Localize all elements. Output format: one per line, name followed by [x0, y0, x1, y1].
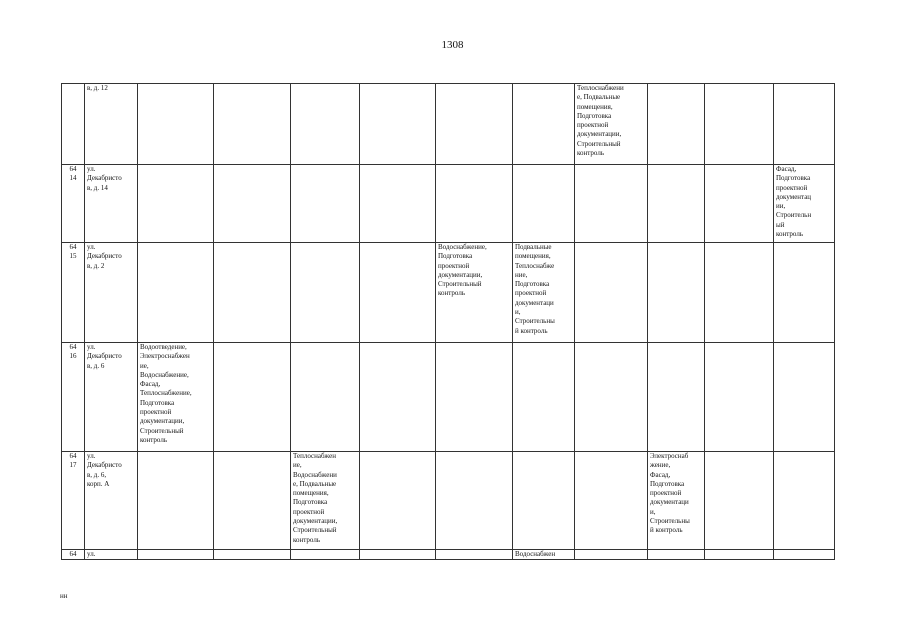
- work-type-cell: [360, 452, 436, 550]
- row-number-cell: 64 17: [62, 452, 85, 550]
- work-type-cell: Водоотведение, Электроснабжен ие, Водоснабжение, Фасад, Теплоснабжение, Подготовка проектной документации, Строительный контроль: [138, 343, 214, 452]
- table-row: [62, 84, 835, 165]
- work-type-cell: [360, 550, 436, 560]
- work-type-cell: [360, 343, 436, 452]
- work-type-cell: [648, 243, 705, 343]
- work-type-cell: [291, 343, 360, 452]
- work-type-cell: [138, 550, 214, 560]
- work-type-cell: [436, 550, 513, 560]
- work-type-cell: [214, 243, 291, 343]
- work-type-cell: [705, 343, 774, 452]
- address-cell: ул. Декабристо в, д. 6, корп. А: [85, 452, 138, 550]
- work-type-cell: [774, 84, 835, 165]
- work-type-cell: [648, 550, 705, 560]
- work-type-cell: [774, 343, 835, 452]
- row-number-cell: [62, 84, 85, 165]
- work-type-cell: [360, 84, 436, 165]
- table-row: [62, 243, 835, 343]
- work-type-cell: [214, 343, 291, 452]
- work-type-cell: [648, 84, 705, 165]
- work-type-cell: [575, 243, 648, 343]
- work-type-cell: [291, 84, 360, 165]
- work-type-cell: [648, 343, 705, 452]
- work-type-cell: [575, 452, 648, 550]
- row-number-cell: 64: [62, 550, 85, 560]
- work-type-cell: Теплоснабжени е, Подвальные помещения, Подготовка проектной документации, Строительный контроль: [575, 84, 648, 165]
- work-type-cell: [575, 550, 648, 560]
- table-row: [62, 165, 835, 243]
- work-type-cell: [705, 550, 774, 560]
- work-type-cell: [705, 84, 774, 165]
- table-row: [62, 343, 835, 452]
- work-type-cell: [705, 452, 774, 550]
- page-number: 1308: [441, 39, 464, 51]
- work-type-cell: [360, 165, 436, 243]
- address-cell: в, д. 12: [85, 84, 138, 165]
- work-type-cell: Теплоснабжен ие, Водоснабжени е, Подвальные помещения, Подготовка проектной документации, Строительный контроль: [291, 452, 360, 550]
- work-type-cell: Водоснабжен: [513, 550, 575, 560]
- row-number-cell: 64 16: [62, 343, 85, 452]
- work-type-cell: Электроснаб жение, Фасад, Подготовка проектной документаци и, Строительны й контроль: [648, 452, 705, 550]
- address-cell: ул. Декабристо в, д. 2: [85, 243, 138, 343]
- work-type-cell: [214, 452, 291, 550]
- work-type-cell: [513, 165, 575, 243]
- row-number-cell: 64 15: [62, 243, 85, 343]
- table-row: [62, 452, 835, 550]
- work-type-cell: [291, 243, 360, 343]
- work-type-cell: Водоснабжение, Подготовка проектной документации, Строительный контроль: [436, 243, 513, 343]
- work-type-cell: [648, 165, 705, 243]
- footer-mark: нн: [60, 592, 68, 600]
- table-row: [62, 550, 835, 560]
- row-number-cell: 64 14: [62, 165, 85, 243]
- work-type-cell: [774, 243, 835, 343]
- work-type-cell: [774, 550, 835, 560]
- work-type-cell: [214, 165, 291, 243]
- work-type-cell: [774, 452, 835, 550]
- work-type-cell: [138, 84, 214, 165]
- work-type-cell: [436, 84, 513, 165]
- work-type-cell: [214, 550, 291, 560]
- work-schedule-table: [61, 83, 835, 560]
- work-type-cell: [575, 165, 648, 243]
- work-type-cell: [436, 343, 513, 452]
- work-type-cell: [513, 452, 575, 550]
- work-type-cell: [436, 452, 513, 550]
- work-type-cell: [138, 165, 214, 243]
- work-type-cell: [705, 243, 774, 343]
- work-type-cell: [436, 165, 513, 243]
- address-cell: ул. Декабристо в, д. 6: [85, 343, 138, 452]
- work-type-cell: [291, 550, 360, 560]
- work-type-cell: [513, 343, 575, 452]
- work-type-cell: [138, 243, 214, 343]
- address-cell: ул.: [85, 550, 138, 560]
- work-type-cell: [705, 165, 774, 243]
- work-type-cell: [214, 84, 291, 165]
- work-type-cell: [513, 84, 575, 165]
- work-type-cell: Фасад, Подготовка проектной документац ии, Строительн ый контроль: [774, 165, 835, 243]
- work-type-cell: [291, 165, 360, 243]
- address-cell: ул. Декабристо в, д. 14: [85, 165, 138, 243]
- work-type-cell: [360, 243, 436, 343]
- work-type-cell: Подвальные помещения, Теплоснабже ние, Подготовка проектной документаци и, Строительны й контроль: [513, 243, 575, 343]
- work-type-cell: [138, 452, 214, 550]
- work-type-cell: [575, 343, 648, 452]
